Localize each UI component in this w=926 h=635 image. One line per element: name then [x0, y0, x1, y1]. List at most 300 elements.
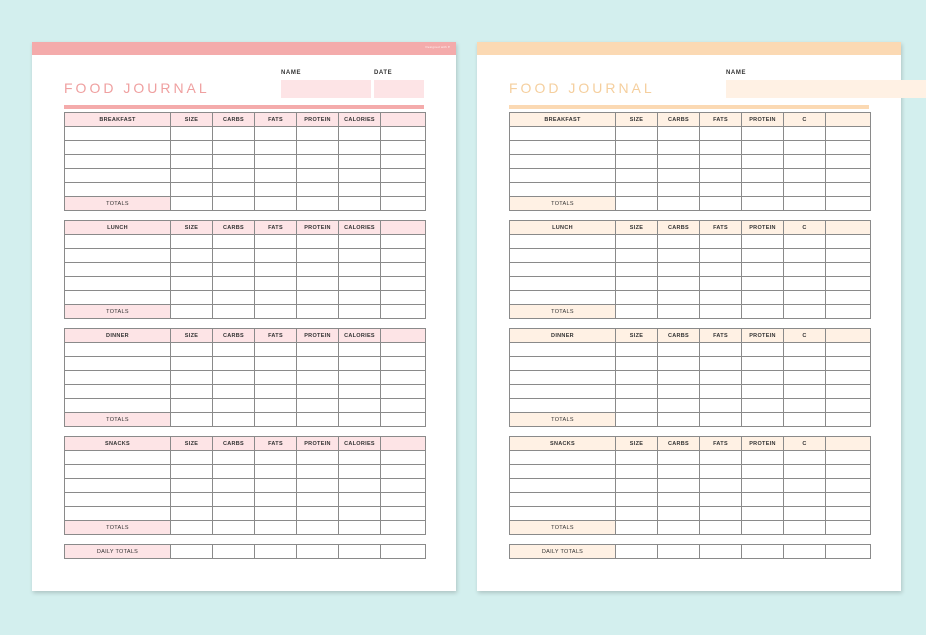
entry-cell[interactable] [742, 127, 784, 141]
entry-cell[interactable] [510, 291, 616, 305]
entry-cell[interactable] [65, 399, 171, 413]
entry-cell[interactable] [65, 169, 171, 183]
entry-cell[interactable] [213, 507, 255, 521]
entry-cell[interactable] [65, 493, 171, 507]
entry-cell[interactable] [784, 357, 826, 371]
entry-cell[interactable] [510, 357, 616, 371]
entry-cell[interactable] [171, 249, 213, 263]
entry-cell[interactable] [510, 127, 616, 141]
entry-cell[interactable] [700, 451, 742, 465]
totals-cell[interactable] [742, 413, 784, 427]
entry-cell[interactable] [742, 493, 784, 507]
entry-cell[interactable] [255, 479, 297, 493]
entry-cell[interactable] [742, 399, 784, 413]
entry-cell[interactable] [826, 507, 871, 521]
entry-cell[interactable] [213, 399, 255, 413]
entry-cell[interactable] [700, 183, 742, 197]
entry-cell[interactable] [255, 277, 297, 291]
entry-cell[interactable] [381, 479, 426, 493]
entry-cell[interactable] [826, 249, 871, 263]
totals-cell[interactable] [213, 521, 255, 535]
entry-cell[interactable] [616, 169, 658, 183]
entry-cell[interactable] [297, 343, 339, 357]
totals-cell[interactable] [826, 197, 871, 211]
entry-cell[interactable] [65, 507, 171, 521]
daily-totals-cell[interactable] [297, 545, 339, 559]
entry-cell[interactable] [742, 235, 784, 249]
entry-cell[interactable] [171, 277, 213, 291]
entry-cell[interactable] [826, 493, 871, 507]
entry-cell[interactable] [297, 263, 339, 277]
totals-cell[interactable] [658, 305, 700, 319]
daily-totals-cell[interactable] [339, 545, 381, 559]
entry-cell[interactable] [65, 451, 171, 465]
entry-cell[interactable] [616, 371, 658, 385]
entry-cell[interactable] [784, 249, 826, 263]
totals-cell[interactable] [255, 305, 297, 319]
date-field[interactable] [374, 80, 424, 98]
entry-cell[interactable] [339, 235, 381, 249]
entry-cell[interactable] [171, 465, 213, 479]
entry-cell[interactable] [826, 263, 871, 277]
entry-cell[interactable] [65, 235, 171, 249]
entry-cell[interactable] [339, 493, 381, 507]
entry-cell[interactable] [826, 291, 871, 305]
entry-cell[interactable] [700, 263, 742, 277]
entry-cell[interactable] [784, 399, 826, 413]
entry-cell[interactable] [339, 141, 381, 155]
entry-cell[interactable] [213, 141, 255, 155]
entry-cell[interactable] [616, 235, 658, 249]
entry-cell[interactable] [297, 127, 339, 141]
entry-cell[interactable] [616, 249, 658, 263]
entry-cell[interactable] [213, 127, 255, 141]
entry-cell[interactable] [65, 343, 171, 357]
entry-cell[interactable] [297, 249, 339, 263]
entry-cell[interactable] [339, 277, 381, 291]
daily-totals-cell[interactable] [784, 545, 826, 559]
entry-cell[interactable] [213, 465, 255, 479]
entry-cell[interactable] [255, 183, 297, 197]
totals-cell[interactable] [742, 521, 784, 535]
entry-cell[interactable] [255, 141, 297, 155]
entry-cell[interactable] [510, 371, 616, 385]
entry-cell[interactable] [339, 127, 381, 141]
entry-cell[interactable] [213, 451, 255, 465]
entry-cell[interactable] [255, 371, 297, 385]
totals-cell[interactable] [826, 413, 871, 427]
entry-cell[interactable] [784, 465, 826, 479]
totals-cell[interactable] [826, 521, 871, 535]
entry-cell[interactable] [171, 451, 213, 465]
entry-cell[interactable] [65, 465, 171, 479]
totals-cell[interactable] [658, 521, 700, 535]
entry-cell[interactable] [742, 183, 784, 197]
entry-cell[interactable] [65, 263, 171, 277]
entry-cell[interactable] [65, 141, 171, 155]
totals-cell[interactable] [339, 197, 381, 211]
entry-cell[interactable] [616, 343, 658, 357]
entry-cell[interactable] [339, 263, 381, 277]
entry-cell[interactable] [213, 235, 255, 249]
entry-cell[interactable] [213, 493, 255, 507]
entry-cell[interactable] [784, 451, 826, 465]
entry-cell[interactable] [616, 493, 658, 507]
entry-cell[interactable] [700, 291, 742, 305]
entry-cell[interactable] [742, 291, 784, 305]
totals-cell[interactable] [700, 305, 742, 319]
entry-cell[interactable] [381, 291, 426, 305]
entry-cell[interactable] [297, 235, 339, 249]
entry-cell[interactable] [255, 343, 297, 357]
entry-cell[interactable] [742, 263, 784, 277]
entry-cell[interactable] [65, 371, 171, 385]
daily-totals-cell[interactable] [255, 545, 297, 559]
entry-cell[interactable] [510, 399, 616, 413]
totals-cell[interactable] [784, 197, 826, 211]
entry-cell[interactable] [297, 277, 339, 291]
totals-cell[interactable] [826, 305, 871, 319]
entry-cell[interactable] [784, 493, 826, 507]
entry-cell[interactable] [510, 507, 616, 521]
entry-cell[interactable] [826, 357, 871, 371]
entry-cell[interactable] [510, 277, 616, 291]
entry-cell[interactable] [171, 343, 213, 357]
entry-cell[interactable] [826, 169, 871, 183]
entry-cell[interactable] [510, 141, 616, 155]
entry-cell[interactable] [742, 141, 784, 155]
entry-cell[interactable] [658, 357, 700, 371]
entry-cell[interactable] [510, 465, 616, 479]
entry-cell[interactable] [213, 371, 255, 385]
entry-cell[interactable] [339, 249, 381, 263]
entry-cell[interactable] [213, 277, 255, 291]
entry-cell[interactable] [658, 385, 700, 399]
entry-cell[interactable] [255, 493, 297, 507]
entry-cell[interactable] [171, 169, 213, 183]
entry-cell[interactable] [616, 141, 658, 155]
entry-cell[interactable] [616, 277, 658, 291]
entry-cell[interactable] [826, 371, 871, 385]
entry-cell[interactable] [171, 357, 213, 371]
entry-cell[interactable] [381, 263, 426, 277]
totals-cell[interactable] [297, 305, 339, 319]
entry-cell[interactable] [339, 169, 381, 183]
entry-cell[interactable] [171, 479, 213, 493]
entry-cell[interactable] [658, 291, 700, 305]
totals-cell[interactable] [171, 305, 213, 319]
totals-cell[interactable] [616, 413, 658, 427]
entry-cell[interactable] [616, 399, 658, 413]
entry-cell[interactable] [339, 465, 381, 479]
entry-cell[interactable] [255, 507, 297, 521]
entry-cell[interactable] [742, 479, 784, 493]
entry-cell[interactable] [65, 385, 171, 399]
entry-cell[interactable] [658, 141, 700, 155]
entry-cell[interactable] [658, 451, 700, 465]
entry-cell[interactable] [213, 263, 255, 277]
entry-cell[interactable] [510, 343, 616, 357]
entry-cell[interactable] [213, 183, 255, 197]
entry-cell[interactable] [297, 141, 339, 155]
entry-cell[interactable] [381, 127, 426, 141]
entry-cell[interactable] [297, 493, 339, 507]
entry-cell[interactable] [171, 507, 213, 521]
entry-cell[interactable] [700, 371, 742, 385]
totals-cell[interactable] [742, 197, 784, 211]
entry-cell[interactable] [742, 507, 784, 521]
entry-cell[interactable] [700, 141, 742, 155]
entry-cell[interactable] [742, 357, 784, 371]
entry-cell[interactable] [700, 479, 742, 493]
entry-cell[interactable] [658, 507, 700, 521]
entry-cell[interactable] [658, 235, 700, 249]
entry-cell[interactable] [297, 169, 339, 183]
entry-cell[interactable] [213, 357, 255, 371]
entry-cell[interactable] [826, 155, 871, 169]
totals-cell[interactable] [700, 197, 742, 211]
entry-cell[interactable] [65, 357, 171, 371]
totals-cell[interactable] [742, 305, 784, 319]
entry-cell[interactable] [616, 127, 658, 141]
totals-cell[interactable] [171, 413, 213, 427]
entry-cell[interactable] [339, 183, 381, 197]
entry-cell[interactable] [700, 155, 742, 169]
entry-cell[interactable] [742, 465, 784, 479]
entry-cell[interactable] [784, 371, 826, 385]
entry-cell[interactable] [171, 371, 213, 385]
entry-cell[interactable] [510, 479, 616, 493]
entry-cell[interactable] [826, 277, 871, 291]
entry-cell[interactable] [826, 399, 871, 413]
entry-cell[interactable] [742, 155, 784, 169]
entry-cell[interactable] [658, 169, 700, 183]
entry-cell[interactable] [171, 155, 213, 169]
entry-cell[interactable] [297, 451, 339, 465]
entry-cell[interactable] [381, 249, 426, 263]
entry-cell[interactable] [826, 451, 871, 465]
entry-cell[interactable] [339, 479, 381, 493]
entry-cell[interactable] [658, 465, 700, 479]
daily-totals-cell[interactable] [616, 545, 658, 559]
entry-cell[interactable] [658, 249, 700, 263]
entry-cell[interactable] [616, 385, 658, 399]
totals-cell[interactable] [784, 305, 826, 319]
entry-cell[interactable] [784, 277, 826, 291]
entry-cell[interactable] [381, 277, 426, 291]
entry-cell[interactable] [171, 493, 213, 507]
entry-cell[interactable] [339, 155, 381, 169]
entry-cell[interactable] [784, 127, 826, 141]
entry-cell[interactable] [255, 385, 297, 399]
entry-cell[interactable] [700, 343, 742, 357]
entry-cell[interactable] [297, 399, 339, 413]
entry-cell[interactable] [784, 141, 826, 155]
entry-cell[interactable] [171, 183, 213, 197]
totals-cell[interactable] [297, 413, 339, 427]
entry-cell[interactable] [297, 183, 339, 197]
entry-cell[interactable] [784, 183, 826, 197]
totals-cell[interactable] [381, 413, 426, 427]
entry-cell[interactable] [700, 249, 742, 263]
entry-cell[interactable] [255, 399, 297, 413]
entry-cell[interactable] [742, 385, 784, 399]
entry-cell[interactable] [339, 291, 381, 305]
entry-cell[interactable] [616, 451, 658, 465]
entry-cell[interactable] [616, 263, 658, 277]
entry-cell[interactable] [700, 507, 742, 521]
entry-cell[interactable] [616, 357, 658, 371]
entry-cell[interactable] [510, 385, 616, 399]
totals-cell[interactable] [213, 197, 255, 211]
entry-cell[interactable] [700, 493, 742, 507]
entry-cell[interactable] [381, 493, 426, 507]
entry-cell[interactable] [700, 127, 742, 141]
entry-cell[interactable] [658, 493, 700, 507]
entry-cell[interactable] [297, 507, 339, 521]
entry-cell[interactable] [65, 291, 171, 305]
totals-cell[interactable] [700, 413, 742, 427]
totals-cell[interactable] [700, 521, 742, 535]
entry-cell[interactable] [742, 249, 784, 263]
entry-cell[interactable] [339, 371, 381, 385]
entry-cell[interactable] [742, 169, 784, 183]
entry-cell[interactable] [826, 465, 871, 479]
totals-cell[interactable] [255, 413, 297, 427]
entry-cell[interactable] [826, 127, 871, 141]
entry-cell[interactable] [381, 399, 426, 413]
entry-cell[interactable] [742, 451, 784, 465]
totals-cell[interactable] [784, 521, 826, 535]
entry-cell[interactable] [658, 277, 700, 291]
entry-cell[interactable] [339, 385, 381, 399]
totals-cell[interactable] [255, 197, 297, 211]
entry-cell[interactable] [784, 291, 826, 305]
entry-cell[interactable] [826, 343, 871, 357]
entry-cell[interactable] [784, 385, 826, 399]
entry-cell[interactable] [510, 235, 616, 249]
entry-cell[interactable] [339, 399, 381, 413]
entry-cell[interactable] [213, 155, 255, 169]
totals-cell[interactable] [297, 521, 339, 535]
entry-cell[interactable] [658, 343, 700, 357]
entry-cell[interactable] [381, 507, 426, 521]
entry-cell[interactable] [616, 507, 658, 521]
entry-cell[interactable] [171, 399, 213, 413]
entry-cell[interactable] [784, 507, 826, 521]
entry-cell[interactable] [658, 399, 700, 413]
entry-cell[interactable] [381, 235, 426, 249]
entry-cell[interactable] [784, 169, 826, 183]
totals-cell[interactable] [658, 413, 700, 427]
entry-cell[interactable] [658, 371, 700, 385]
entry-cell[interactable] [255, 291, 297, 305]
daily-totals-cell[interactable] [700, 545, 742, 559]
entry-cell[interactable] [784, 235, 826, 249]
entry-cell[interactable] [297, 291, 339, 305]
entry-cell[interactable] [510, 249, 616, 263]
entry-cell[interactable] [510, 183, 616, 197]
entry-cell[interactable] [826, 235, 871, 249]
daily-totals-cell[interactable] [171, 545, 213, 559]
totals-cell[interactable] [381, 305, 426, 319]
entry-cell[interactable] [510, 169, 616, 183]
entry-cell[interactable] [297, 357, 339, 371]
daily-totals-cell[interactable] [213, 545, 255, 559]
entry-cell[interactable] [171, 263, 213, 277]
totals-cell[interactable] [658, 197, 700, 211]
entry-cell[interactable] [381, 465, 426, 479]
totals-cell[interactable] [171, 197, 213, 211]
entry-cell[interactable] [339, 357, 381, 371]
entry-cell[interactable] [297, 385, 339, 399]
daily-totals-cell[interactable] [742, 545, 784, 559]
entry-cell[interactable] [784, 263, 826, 277]
entry-cell[interactable] [65, 155, 171, 169]
entry-cell[interactable] [65, 249, 171, 263]
totals-cell[interactable] [297, 197, 339, 211]
entry-cell[interactable] [255, 263, 297, 277]
entry-cell[interactable] [297, 155, 339, 169]
entry-cell[interactable] [658, 127, 700, 141]
entry-cell[interactable] [255, 127, 297, 141]
entry-cell[interactable] [658, 155, 700, 169]
totals-cell[interactable] [213, 305, 255, 319]
entry-cell[interactable] [616, 479, 658, 493]
entry-cell[interactable] [171, 127, 213, 141]
entry-cell[interactable] [616, 183, 658, 197]
totals-cell[interactable] [616, 197, 658, 211]
entry-cell[interactable] [255, 155, 297, 169]
entry-cell[interactable] [700, 465, 742, 479]
entry-cell[interactable] [381, 451, 426, 465]
totals-cell[interactable] [616, 305, 658, 319]
entry-cell[interactable] [826, 141, 871, 155]
entry-cell[interactable] [381, 357, 426, 371]
entry-cell[interactable] [700, 385, 742, 399]
entry-cell[interactable] [700, 357, 742, 371]
daily-totals-cell[interactable] [658, 545, 700, 559]
entry-cell[interactable] [171, 291, 213, 305]
entry-cell[interactable] [381, 169, 426, 183]
entry-cell[interactable] [297, 371, 339, 385]
entry-cell[interactable] [510, 451, 616, 465]
entry-cell[interactable] [297, 465, 339, 479]
entry-cell[interactable] [381, 155, 426, 169]
entry-cell[interactable] [297, 479, 339, 493]
entry-cell[interactable] [510, 263, 616, 277]
entry-cell[interactable] [616, 155, 658, 169]
entry-cell[interactable] [381, 183, 426, 197]
entry-cell[interactable] [65, 479, 171, 493]
totals-cell[interactable] [339, 413, 381, 427]
entry-cell[interactable] [826, 385, 871, 399]
entry-cell[interactable] [742, 343, 784, 357]
entry-cell[interactable] [700, 277, 742, 291]
entry-cell[interactable] [658, 183, 700, 197]
entry-cell[interactable] [255, 249, 297, 263]
totals-cell[interactable] [171, 521, 213, 535]
daily-totals-cell[interactable] [826, 545, 871, 559]
entry-cell[interactable] [213, 249, 255, 263]
entry-cell[interactable] [339, 507, 381, 521]
entry-cell[interactable] [700, 169, 742, 183]
entry-cell[interactable] [213, 343, 255, 357]
entry-cell[interactable] [700, 235, 742, 249]
entry-cell[interactable] [171, 385, 213, 399]
daily-totals-cell[interactable] [381, 545, 426, 559]
entry-cell[interactable] [784, 155, 826, 169]
